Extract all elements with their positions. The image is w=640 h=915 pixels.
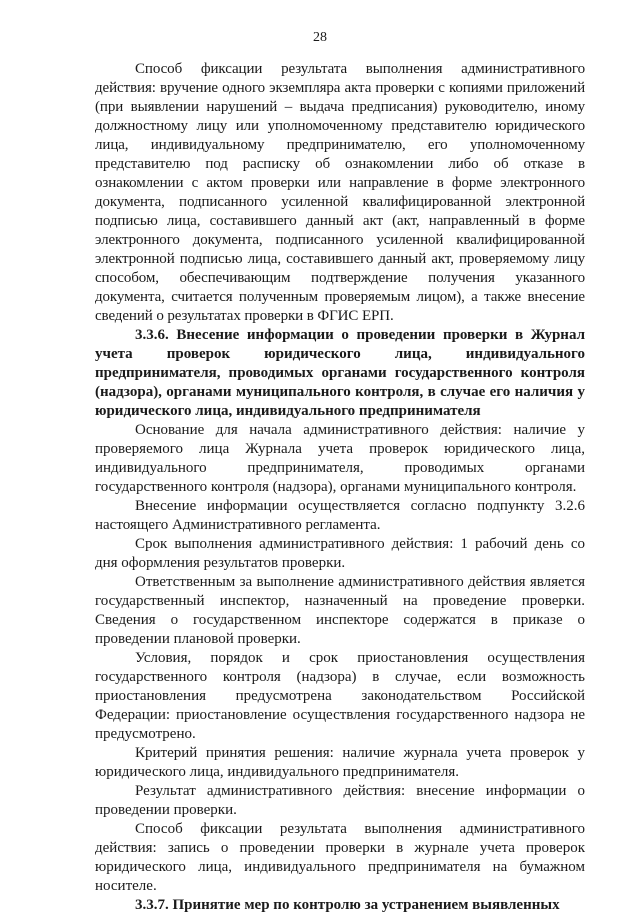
paragraph-fixation-method: Способ фиксации результата выполнения административного действия: вручение одного экземпляра акта проверки с копиями приложений (при выявлении нарушений – выдача предписания) руководителю, иному должностному лицу или уполномоченному представителю юридического лица, индивидуальному предпринимателю, его уполномоченному представителю под расписку об ознакомлении либо об отказе в ознакомлении с актом проверки или направление в форме электронного документа, подписанного усиленной квалифицированной электронной подписью лица, составившего данный акт (акт, направленный в форме электронного документа, подписанного усиленной квалифицированной электронной подписью лица, составившего данный акт, проверяемому лицу способом, обеспечивающим подтверждение получения указанного документа, считается полученным проверяемым лицом), а также внесение сведений о результатах проверки в ФГИС ЕРП. [95,61,585,324]
paragraph-suspension: Условия, порядок и срок приостановления осуществления государственного контроля (надзора) в случае, если возможность приостановления предусмотрена законодательством Российской Федерации: приостановление осуществления государственного надзора не предусмотрено. [95,650,585,742]
document-body [95,60,585,915]
paragraph-basis: Основание для начала административного действия: наличие у проверяемого лица Журнала учета проверок юридического лица, индивидуального предпринимателя, проводимых органами государственного контроля (надзора), органами муниципального контроля. [95,422,585,495]
section-heading-3-3-6: 3.3.6. Внесение информации о проведении проверки в Журнал учета проверок юридического лица, индивидуального предпринимателя, проводимых органами государственного контроля (надзора), органами муниципального контроля, в случае его наличия у юридического лица, индивидуального предпринимателя [95,327,585,419]
paragraph-result: Результат административного действия: внесение информации о проведении проверки. [95,783,585,818]
section-heading-3-3-7: 3.3.7. Принятие мер по контролю за устранением выявленных [135,897,560,913]
paragraph-deadline: Срок выполнения административного действия: 1 рабочий день со дня оформления результатов проверки. [95,536,585,571]
paragraph-responsible: Ответственным за выполнение административного действия является государственный инспектор, назначенный на проведение проверки. Сведения о государственном инспекторе содержатся в приказе о проведении плановой проверки. [95,574,585,647]
paragraph-decision-criterion: Критерий принятия решения: наличие журнала учета проверок у юридического лица, индивидуального предпринимателя. [95,745,585,780]
paragraph-info-entry: Внесение информации осуществляется согласно подпункту 3.2.6 настоящего Административного регламента. [95,498,585,533]
page-number: 28 [313,30,327,45]
paragraph-fixation-record: Способ фиксации результата выполнения административного действия: запись о проведении проверки в журнале учета проверок юридического лица, индивидуального предпринимателя на бумажном носителе. [95,821,585,894]
